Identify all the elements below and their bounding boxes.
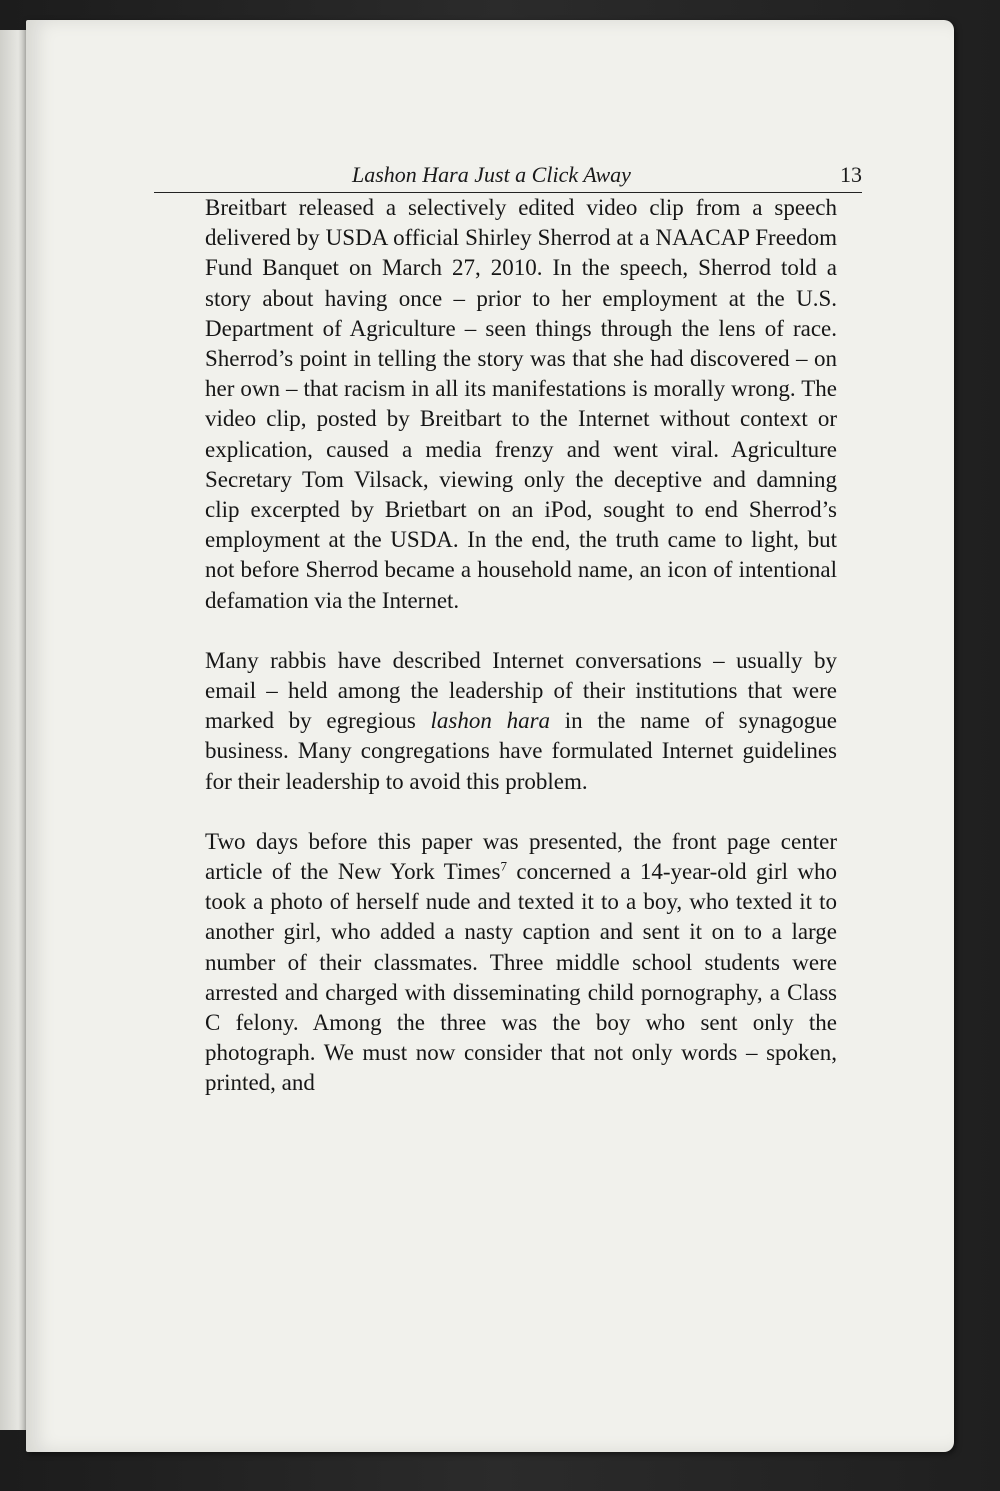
facing-page-edge: [0, 30, 26, 1430]
body-text: [205, 193, 837, 1099]
paragraph-3-text-before: Two days before this paper was presented, the front page center article of the New York Times: [205, 828, 837, 885]
page-number: 13: [840, 162, 862, 187]
paragraph-1-text: Breitbart released a selectively edited video clip from a speech delivered by USDA official Shirley Sherrod at a NAACAP Freedom Fund Banquet on March 27, 2010. In the speech, Sherrod told a story about having once – prior to her employment at the U.S. Department of Agriculture – seen things through the lens of race. Sherrod’s point in telling the story was that she had discovered – on her own – that racism in all its manifestations is morally wrong. The video clip, posted by Breitbart to the Internet without context or explication, caused a media frenzy and went viral. Agriculture Secretary Tom Vilsack, viewing only the deceptive and damning clip excerpted by Brietbart on an iPod, sought to end Sherrod’s employment at the USDA. In the end, the truth came to light, but not before Sherrod became a household name, an icon of intentional defamation via the Internet.: [205, 195, 837, 613]
paragraph-2-text-after: in the name of synagogue business. Many congregations have formulated Internet guidelines for their leadership to avoid this problem.: [205, 708, 837, 794]
paragraph-2: [205, 646, 837, 797]
footnote-marker[interactable]: 7: [500, 858, 507, 874]
running-header: [154, 160, 862, 193]
paragraph-2-text-before: Many rabbis have described Internet conversations – usually by email – held among the leadership of their institutions that were marked by egregious: [205, 647, 837, 734]
running-title: Lashon Hara Just a Click Away: [352, 162, 631, 187]
paragraph-3-text-after: concerned a 14-year-old girl who took a photo of herself nude and texted it to a boy, who texted it to another girl, who added a nasty caption and sent it on to a large number of their classmates. Three middle school students were arrested and charged with disseminating child pornography, a Class C felony. Among the three was the boy who sent only the photograph. We must now consider that not only words – spoken, printed, and: [205, 859, 837, 1096]
paragraph-2-italic-term: lashon hara: [430, 708, 551, 734]
paragraph-3: [205, 827, 837, 1099]
paragraph-1: [205, 193, 837, 616]
